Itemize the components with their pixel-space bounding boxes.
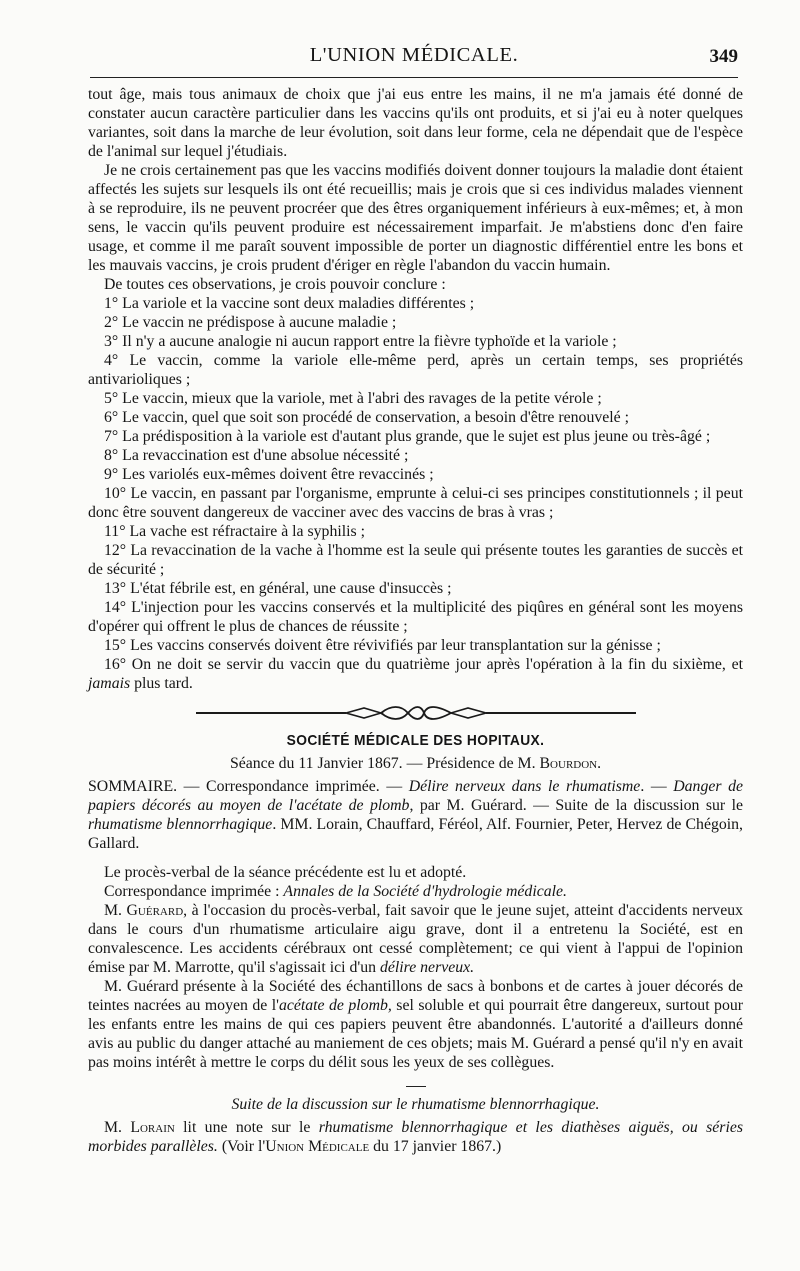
- seance-text: Séance du 11 Janvier 1867. — Présidence de M.: [229, 755, 540, 772]
- conclusion-item: 7° La prédisposition à la variole est d'autant plus grande, que le sujet est plus jeune ou très-âgé ;: [104, 428, 711, 445]
- conclusion-item: 2° Le vaccin ne prédispose à aucune maladie ;: [104, 314, 397, 331]
- journal-title: L'UNION MÉDICALE.: [309, 44, 519, 66]
- conclusion-item: 14° L'injection pour les vaccins conservés et la multiplicité des piqûres en général sont les moyens d'opérer qui offrent le plus de chances de réussite ;: [88, 599, 743, 635]
- sommaire: [88, 777, 743, 853]
- paragraph-text: , à l'occasion du procès-verbal, fait savoir que le jeune sujet, atteint d'accidents nerveux dans le cours d'un rhumatisme articulaire aigu grave, dont il a entretenu la Société, est en convalescence. Les accidents cérébraux ont cessé complètement; ce qui vient à l'appui de l'opinion émise par M. Marrotte, qu'il s'agissait ici d'un: [88, 902, 744, 976]
- conclusion-item: 8° La revaccination est d'une absolue nécessité ;: [104, 447, 409, 464]
- running-head: [88, 44, 740, 74]
- conclusion-item: 1° La variole et la vaccine sont deux maladies différentes ;: [104, 295, 475, 312]
- conclusion-16-text: 16° On ne doit se servir du vaccin que du quatrième jour après l'opération à la fin du sixième, et: [104, 656, 743, 673]
- correspondance: [88, 882, 743, 901]
- seance-end: .: [597, 755, 602, 772]
- conclusion-item: 11° La vache est réfractaire à la syphilis ;: [104, 523, 365, 540]
- correspondance-title: Annales de la Société d'hydrologie médicale.: [283, 883, 567, 900]
- conclusion-item: 12° La revaccination de la vache à l'homme est la seule qui présente toutes les garanties de succès et de sécurité ;: [88, 542, 743, 578]
- sommaire-label: SOMMAIRE. — Correspondance imprimée. —: [88, 778, 409, 795]
- sommaire-item: rhumatisme blennorrhagique: [88, 816, 273, 833]
- paragraph-vaccines: Je ne crois certainement pas que les vaccins modifiés doivent donner toujours la maladie dont étaient affectés les sujets sur lesquels ils ont été recueillis; mais je crois que si ces individus malades viennent à se reproduire, ils ne peuvent procréer que des êtres organiquement inférieurs à eux-mêmes; et, à mon sens, le vaccin qu'ils peuvent produire est nécessairement imparfait. Je m'abstiens donc d'en faire usage, et comme il me paraît souvent impossible de porter un diagnostic différentiel entre les bons et les mauvais vaccins, je crois prudent d'ériger en règle l'abandon du vaccin humain.: [88, 162, 743, 274]
- discussion-subheading: Suite de la discussion sur le rhumatisme blennorrhagique.: [231, 1096, 600, 1113]
- paragraph-guerard: [88, 901, 743, 977]
- paragraph-emphasis: délire nerveux.: [379, 959, 475, 976]
- paragraph-lorain: [88, 1118, 743, 1156]
- conclusion-16-end: plus tard.: [130, 675, 193, 692]
- paragraph-plomb: [88, 977, 743, 1072]
- paragraph-emphasis: rhumatisme blennorrhagique et les diathèses aiguës, ou séries morbides parallèles.: [88, 1119, 743, 1155]
- section-heading: SOCIÉTÉ MÉDICALE DES HOPITAUX.: [286, 732, 545, 749]
- conclusion-item: 15° Les vaccins conservés doivent être révivifiés par leur transplantation sur la génisse ;: [104, 637, 661, 654]
- sommaire-text: , par M. Guérard. — Suite de la discussion sur le: [409, 797, 744, 814]
- page-body: [88, 85, 743, 1156]
- conclusion-item: 3° Il n'y a aucune analogie ni aucun rapport entre la fièvre typhoïde et la variole ;: [104, 333, 617, 350]
- conclusion-item: 13° L'état fébrile est, en général, une cause d'insuccès ;: [104, 580, 452, 597]
- sommaire-separator: . —: [640, 778, 674, 795]
- paragraph-text: sel soluble et qui pourrait être dangereux, surtout pour les enfants entre les mains de qui ces papiers peuvent être abandonnés. L'autorité a d'ailleurs donné avis au public du danger attaché au maniement de ces objets; mais M. Guérard a pensé qu'il n'y en avait pas moins intérêt à mettre le corps du délit sous les yeux de ses collègues.: [88, 997, 744, 1071]
- seance-line: [88, 754, 743, 773]
- paragraph-continuation: tout âge, mais tous animaux de choix que j'ai eus entre les mains, il ne m'a jamais été donné de constater aucun caractère particulier dans les vaccins qu'ils ont produits, et si j'ai eu à noter quelques variantes, soit dans la marche de leur évolution, soit dans leur forme, cela ne dépendait que de l'espèce de l'animal sur lequel j'étudiais.: [88, 86, 743, 160]
- paragraph-text: (Voir l': [217, 1138, 266, 1155]
- paragraph-text: lit une note sur le: [174, 1119, 319, 1136]
- proces-verbal: Le procès-verbal de la séance précédente est lu et adopté.: [104, 864, 467, 881]
- header-rule: [90, 77, 738, 78]
- page-number: 349: [709, 46, 738, 67]
- correspondance-label: Correspondance imprimée :: [104, 883, 284, 900]
- paragraph-text: du 17 janvier 1867.): [369, 1138, 502, 1155]
- conclusion-item: 4° Le vaccin, comme la variole elle-même perd, après un certain temps, ses propriétés antivarioliques ;: [88, 352, 743, 388]
- conclusion-item: 5° Le vaccin, mieux que la variole, met à l'abri des ravages de la petite vérole ;: [104, 390, 602, 407]
- paragraph-text: M. Guérard présente à la Société des échantillons de sacs à bonbons et de cartes à jouer décorés de teintes nacrées au moyen de l': [88, 978, 743, 1014]
- conclusion-item: 9° Les variolés eux-mêmes doivent être revaccinés ;: [104, 466, 434, 483]
- conclusion-item: 6° Le vaccin, quel que soit son procédé de conservation, a besoin d'être renouvelé ;: [104, 409, 630, 426]
- conclusion-item: 10° Le vaccin, en passant par l'organisme, emprunte à celui-ci ses principes constitutionnels ; il peut donc être souvent dangereux de vacciner avec des vaccins de bras à vras ;: [88, 485, 743, 521]
- short-divider: [406, 1086, 426, 1087]
- sommaire-item: Danger de papiers décorés au moyen de l'acétate de plomb: [88, 778, 743, 814]
- conclusion-16-emphasis: jamais: [88, 675, 131, 692]
- conclusions-list: [88, 294, 743, 655]
- sommaire-item: Délire nerveux dans le rhumatisme: [408, 778, 641, 795]
- ornamental-divider: [196, 703, 636, 723]
- paragraph-conclude: De toutes ces observations, je crois pouvoir conclure :: [104, 276, 446, 293]
- sommaire-text: . MM. Lorain, Chauffard, Féréol, Alf. Fournier, Peter, Hervez de Chégoin, Gallard.: [88, 816, 743, 852]
- speaker-name: M. Guérard: [104, 902, 184, 919]
- journal-reference: Union Médicale: [265, 1138, 370, 1155]
- speaker-name: M. Lorain: [104, 1119, 175, 1136]
- conclusion-item: [88, 655, 743, 693]
- president-name: Bourdon: [539, 755, 598, 772]
- paragraph-emphasis: acétate de plomb,: [278, 997, 392, 1014]
